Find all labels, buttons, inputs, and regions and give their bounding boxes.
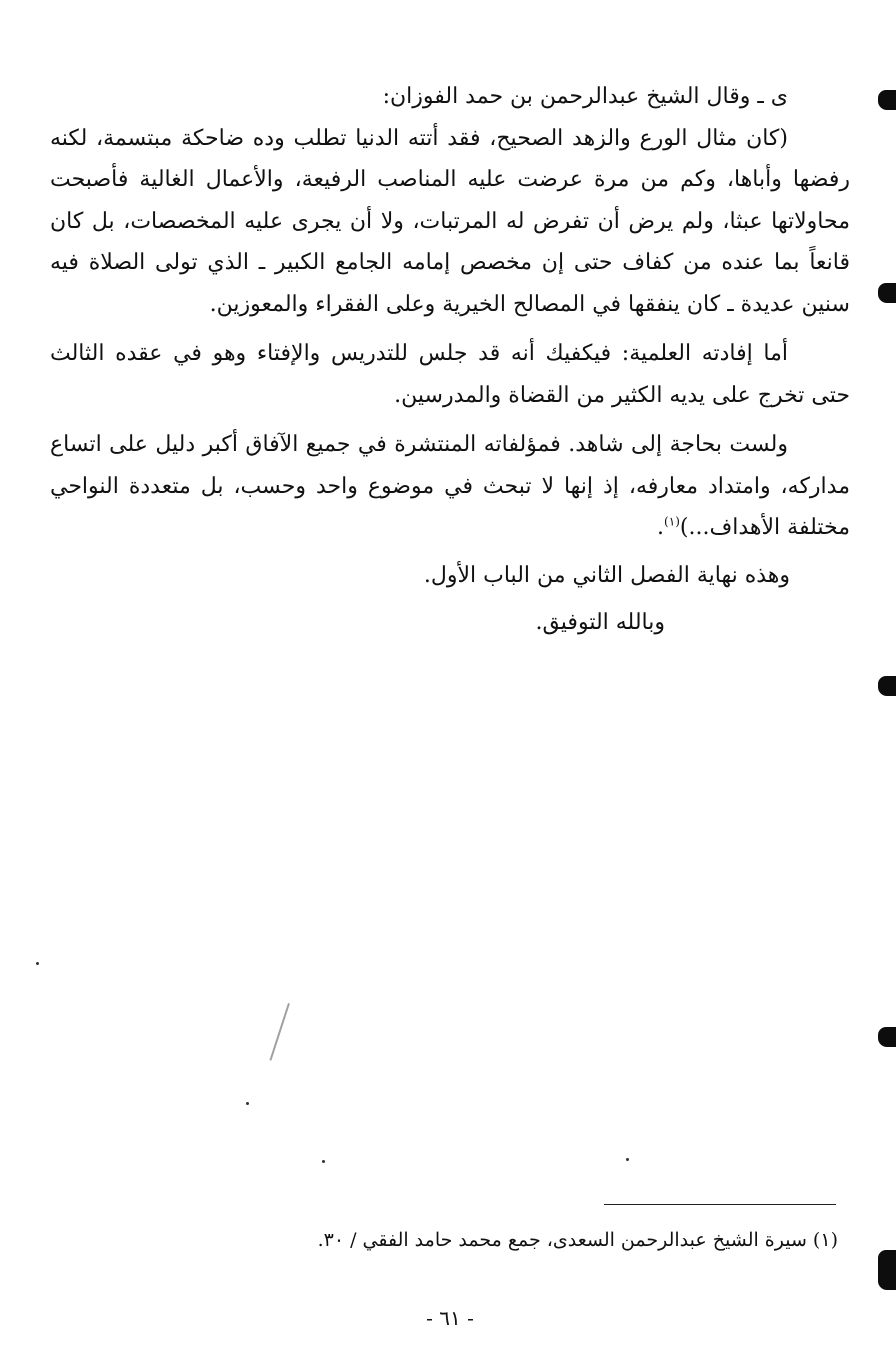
main-text	[50, 76, 850, 644]
quote-paragraph-1: (كان مثال الورع والزهد الصحيح، فقد أتته الدنيا تطلب وده ضاحكة مبتسمة، لكنه رفضها وأباها، وكم من مرة عرضت عليه المناصب الرفيعة، والأعمال الغالية فأصبحت محاولاتها عبثا، ولم يرض أن تفرض له المرتبات، ولا أن يجرى عليه المخصصات، بل كان قانعاً بما عنده من كفاف حتى إن مخصص إمامه الجامع الكبير ـ الذي تولى الصلاة فيه سنين عديدة ـ كان ينفقها في المصالح الخيرية وعلى الفقراء والمعوزين.	[50, 125, 850, 317]
footnote-divider	[604, 1204, 836, 1205]
scan-speck	[322, 1160, 325, 1163]
paragraph-3-end: .	[657, 515, 665, 540]
scan-edge-mark	[878, 676, 896, 696]
page-number: - ٦١ -	[426, 1306, 474, 1330]
scan-edge-mark	[878, 283, 896, 303]
scan-speck	[36, 962, 39, 965]
quote-paragraph-2: أما إفادته العلمية: فيكفيك أنه قد جلس للتدريس والإفتاء وهو في عقده الثالث حتى تخرج على يديه الكثير من القضاة والمدرسين.	[50, 341, 850, 408]
scan-edge-mark	[878, 90, 896, 110]
closing-phrase: وبالله التوفيق.	[535, 610, 665, 635]
chapter-end-note: وهذه نهاية الفصل الثاني من الباب الأول.	[423, 562, 790, 588]
scan-edge-mark	[878, 1027, 896, 1047]
scan-speck	[246, 1102, 249, 1105]
paragraph-3-text: ولست بحاجة إلى شاهد. فمؤلفاته المنتشرة في جميع الآفاق أكبر دليل على اتساع مداركه، وامتداد معارفه، إذ إنها لا تبحث في موضوع واحد وحسب، بل متعددة النواحي مختلفة الأهداف...)	[50, 432, 850, 540]
scan-speck	[626, 1158, 629, 1161]
scan-stroke	[269, 1003, 289, 1061]
footnote-reference: (١)	[664, 514, 680, 529]
intro-line: ى ـ وقال الشيخ عبدالرحمن بن حمد الفوزان:	[382, 84, 788, 109]
scan-edge-mark	[878, 1250, 896, 1290]
footnote: (١) سيرة الشيخ عبدالرحمن السعدى، جمع محمد حامد الفقي / ٣٠.	[317, 1229, 838, 1251]
quote-paragraph-3	[50, 424, 850, 549]
